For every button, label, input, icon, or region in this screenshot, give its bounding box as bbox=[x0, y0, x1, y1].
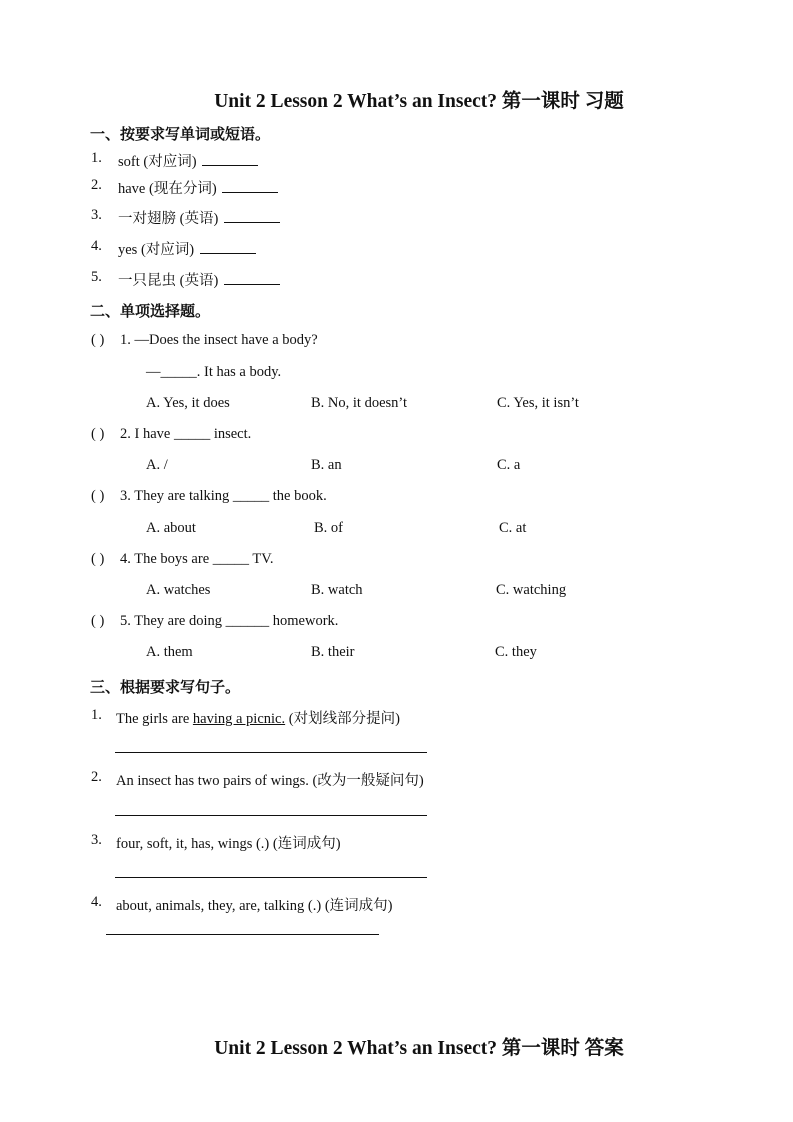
s3-item-number: 1. bbox=[91, 707, 102, 723]
option-b: B. their bbox=[311, 644, 355, 660]
question-text: 3. They are talking _____ the book. bbox=[120, 488, 327, 504]
option-c: C. they bbox=[495, 644, 537, 660]
answer-blank[interactable] bbox=[224, 271, 280, 285]
question-text: 4. The boys are _____ TV. bbox=[120, 551, 274, 567]
option-b: B. an bbox=[311, 457, 342, 473]
worksheet-title: Unit 2 Lesson 2 What’s an Insect? 第一课时 习题 bbox=[214, 91, 624, 112]
s1-item-text: 一对翅膀 (英语) bbox=[118, 211, 219, 227]
option-c: C. Yes, it isn’t bbox=[497, 395, 579, 411]
section-1-heading: 一、按要求写单词或短语。 bbox=[90, 127, 271, 143]
s1-item-text: yes (对应词) bbox=[118, 242, 195, 258]
s3-item-pre: The girls are bbox=[116, 711, 193, 727]
section-2-heading: 二、单项选择题。 bbox=[90, 304, 211, 320]
option-a: A. them bbox=[146, 644, 193, 660]
option-b: B. watch bbox=[311, 582, 363, 598]
question-text: 1. —Does the insect have a body? bbox=[120, 332, 318, 348]
s1-item-3-text bbox=[118, 207, 280, 228]
s3-item-text bbox=[116, 707, 400, 728]
option-c: C. a bbox=[497, 457, 521, 473]
option-b: B. of bbox=[314, 520, 343, 536]
s1-item-2-text bbox=[118, 177, 278, 198]
option-a: A. about bbox=[146, 520, 196, 536]
answer-line[interactable] bbox=[115, 877, 427, 878]
s3-item-text: about, animals, they, are, talking (.) (连词成句) bbox=[116, 898, 393, 914]
option-c: C. at bbox=[499, 520, 527, 536]
option-a: A. Yes, it does bbox=[146, 395, 230, 411]
answer-blank[interactable] bbox=[200, 240, 256, 254]
mc-question-1-line-2: —_____. It has a body. bbox=[146, 364, 282, 380]
option-c: C. watching bbox=[496, 582, 567, 598]
s1-item-text: 一只昆虫 (英语) bbox=[118, 273, 219, 289]
answer-parenthesis[interactable]: ( ) bbox=[91, 551, 105, 567]
s1-item-number: 3. bbox=[91, 207, 102, 223]
answer-blank[interactable] bbox=[202, 152, 258, 166]
s1-item-text: have (现在分词) bbox=[118, 181, 217, 197]
answer-parenthesis[interactable]: ( ) bbox=[91, 426, 105, 442]
answer-blank[interactable] bbox=[224, 209, 280, 223]
s1-item-number: 4. bbox=[91, 238, 102, 254]
answer-parenthesis[interactable]: ( ) bbox=[91, 613, 105, 629]
option-b: B. No, it doesn’t bbox=[311, 395, 407, 411]
question-text: 2. I have _____ insect. bbox=[120, 426, 252, 442]
s3-item-number: 4. bbox=[91, 894, 102, 910]
s1-item-1-text bbox=[118, 150, 258, 171]
s1-item-4-text bbox=[118, 238, 256, 259]
answer-key-title: Unit 2 Lesson 2 What’s an Insect? 第一课时 答案 bbox=[214, 1038, 624, 1059]
underlined-phrase: having a picnic. bbox=[192, 711, 286, 727]
answer-line[interactable] bbox=[115, 752, 427, 753]
option-a: A. / bbox=[146, 457, 168, 473]
question-text: 5. They are doing ______ homework. bbox=[120, 613, 339, 629]
answer-blank[interactable] bbox=[222, 179, 278, 193]
s1-item-number: 1. bbox=[91, 150, 102, 166]
s1-item-number: 2. bbox=[91, 177, 102, 193]
s3-item-number: 2. bbox=[91, 769, 102, 785]
s3-item-post: (对划线部分提问) bbox=[285, 711, 400, 727]
s3-item-text: An insect has two pairs of wings. (改为一般疑问句) bbox=[116, 773, 424, 789]
s1-item-number: 5. bbox=[91, 269, 102, 285]
option-a: A. watches bbox=[146, 582, 211, 598]
answer-line[interactable] bbox=[115, 815, 427, 816]
answer-parenthesis[interactable]: ( ) bbox=[91, 488, 105, 504]
s1-item-5-text bbox=[118, 269, 280, 290]
s3-item-number: 3. bbox=[91, 832, 102, 848]
answer-parenthesis[interactable]: ( ) bbox=[91, 332, 105, 348]
s1-item-text: soft (对应词) bbox=[118, 154, 197, 170]
answer-line[interactable] bbox=[106, 934, 379, 935]
s3-item-text: four, soft, it, has, wings (.) (连词成句) bbox=[116, 836, 341, 852]
section-3-heading: 三、根据要求写句子。 bbox=[90, 680, 241, 696]
